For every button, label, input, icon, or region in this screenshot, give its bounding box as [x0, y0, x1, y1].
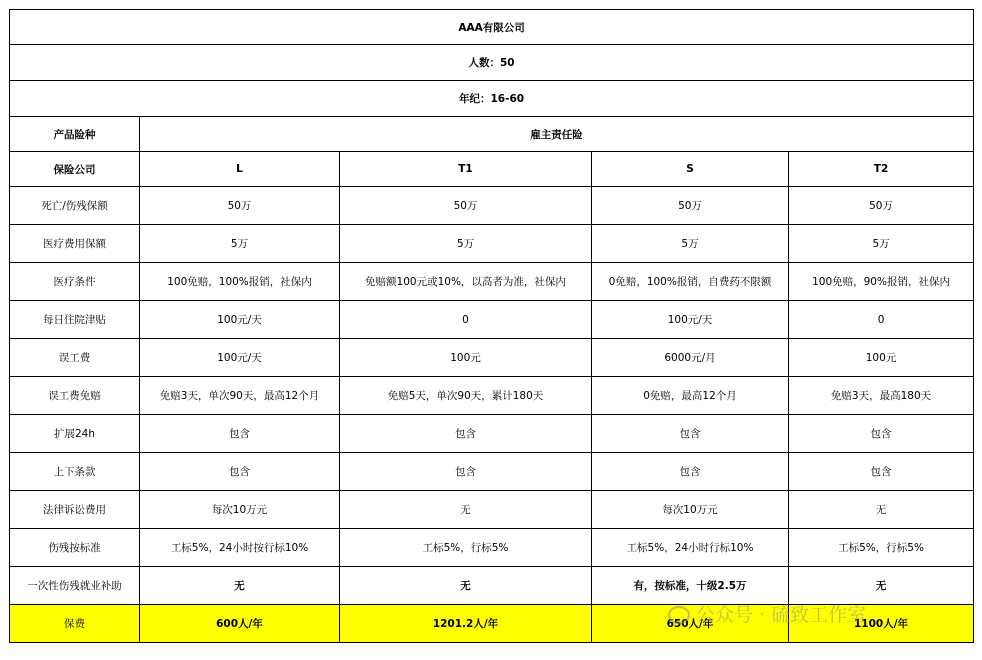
- table-cell: 0免赔，最高12个月: [592, 377, 789, 415]
- table-cell: 无: [789, 567, 974, 605]
- table-cell: 6000元/月: [592, 339, 789, 377]
- table-cell: 工标5%，24小时行标10%: [592, 529, 789, 567]
- premium-row: [10, 605, 974, 643]
- table-cell: 100免赔，100%报销，社保内: [140, 263, 340, 301]
- table-row: [10, 529, 974, 567]
- table-cell: 50万: [140, 187, 340, 225]
- row-label: 医疗条件: [10, 263, 140, 301]
- row-label: 伤残按标准: [10, 529, 140, 567]
- table-cell: 50万: [592, 187, 789, 225]
- insurance-comparison-table: [9, 9, 974, 643]
- row-label: 误工费: [10, 339, 140, 377]
- table-row: [10, 415, 974, 453]
- row-label: 法律诉讼费用: [10, 491, 140, 529]
- table-row: [10, 567, 974, 605]
- table-cell: 50万: [340, 187, 592, 225]
- table-cell: 无: [340, 491, 592, 529]
- table-cell: 工标5%，行标5%: [340, 529, 592, 567]
- table-cell: 0免赔，100%报销，自费药不限额: [592, 263, 789, 301]
- premium-label: 保费: [10, 605, 140, 643]
- row-label: 医疗费用保额: [10, 225, 140, 263]
- table-cell: 工标5%，24小时按行标10%: [140, 529, 340, 567]
- company-title: AAA有限公司: [10, 10, 974, 45]
- table-row: [10, 187, 974, 225]
- table-cell: 100元: [340, 339, 592, 377]
- table-cell: 每次10万元: [592, 491, 789, 529]
- table-cell: 包含: [592, 453, 789, 491]
- table-cell: 包含: [789, 453, 974, 491]
- age-row: [10, 81, 974, 117]
- premium-cell: 600人/年: [140, 605, 340, 643]
- table-cell: 每次10万元: [140, 491, 340, 529]
- table-cell: 50万: [789, 187, 974, 225]
- product-name: 雇主责任险: [140, 117, 974, 152]
- row-label: 每日住院津贴: [10, 301, 140, 339]
- insurer-name: S: [592, 152, 789, 187]
- table-row: [10, 301, 974, 339]
- premium-cell: 1100人/年: [789, 605, 974, 643]
- product-label: 产品险种: [10, 117, 140, 152]
- table-row: [10, 491, 974, 529]
- table-cell: 100元: [789, 339, 974, 377]
- table-cell: 包含: [789, 415, 974, 453]
- table-cell: 0: [340, 301, 592, 339]
- insurer-row: [10, 152, 974, 187]
- table-cell: 免赔3天，最高180天: [789, 377, 974, 415]
- table-cell: 免赔额100元或10%，以高者为准，社保内: [340, 263, 592, 301]
- headcount: 人数：50: [10, 45, 974, 81]
- row-label: 扩展24h: [10, 415, 140, 453]
- table-cell: 0: [789, 301, 974, 339]
- title-row: [10, 10, 974, 45]
- insurer-name: T2: [789, 152, 974, 187]
- premium-cell: 1201.2人/年: [340, 605, 592, 643]
- product-row: [10, 117, 974, 152]
- insurer-label: 保险公司: [10, 152, 140, 187]
- headcount-row: [10, 45, 974, 81]
- table-row: [10, 453, 974, 491]
- age-range: 年纪：16-60: [10, 81, 974, 117]
- table-row: [10, 377, 974, 415]
- premium-cell: 650人/年: [592, 605, 789, 643]
- table-cell: 无: [789, 491, 974, 529]
- insurer-name: L: [140, 152, 340, 187]
- row-label: 误工费免赔: [10, 377, 140, 415]
- table-cell: 免赔3天，单次90天，最高12个月: [140, 377, 340, 415]
- table-cell: 5万: [592, 225, 789, 263]
- table-row: [10, 225, 974, 263]
- table-cell: 工标5%，行标5%: [789, 529, 974, 567]
- table-cell: 包含: [340, 415, 592, 453]
- table-cell: 无: [140, 567, 340, 605]
- insurer-name: T1: [340, 152, 592, 187]
- table-cell: 包含: [140, 415, 340, 453]
- table-row: [10, 263, 974, 301]
- table-cell: 包含: [340, 453, 592, 491]
- table-row: [10, 339, 974, 377]
- row-label: 上下条款: [10, 453, 140, 491]
- table-cell: 100元/天: [140, 301, 340, 339]
- table-cell: 免赔5天，单次90天，累计180天: [340, 377, 592, 415]
- table-cell: 100元/天: [140, 339, 340, 377]
- table-cell: 无: [340, 567, 592, 605]
- table-cell: 100元/天: [592, 301, 789, 339]
- table-cell: 有，按标准，十级2.5万: [592, 567, 789, 605]
- table-cell: 100免赔，90%报销，社保内: [789, 263, 974, 301]
- watermark-text: 公众号 · 硫致工作室: [696, 604, 867, 626]
- row-label: 死亡/伤残保额: [10, 187, 140, 225]
- table-cell: 包含: [140, 453, 340, 491]
- table-cell: 5万: [140, 225, 340, 263]
- table-cell: 5万: [789, 225, 974, 263]
- table-cell: 5万: [340, 225, 592, 263]
- row-label: 一次性伤残就业补助: [10, 567, 140, 605]
- table-cell: 包含: [592, 415, 789, 453]
